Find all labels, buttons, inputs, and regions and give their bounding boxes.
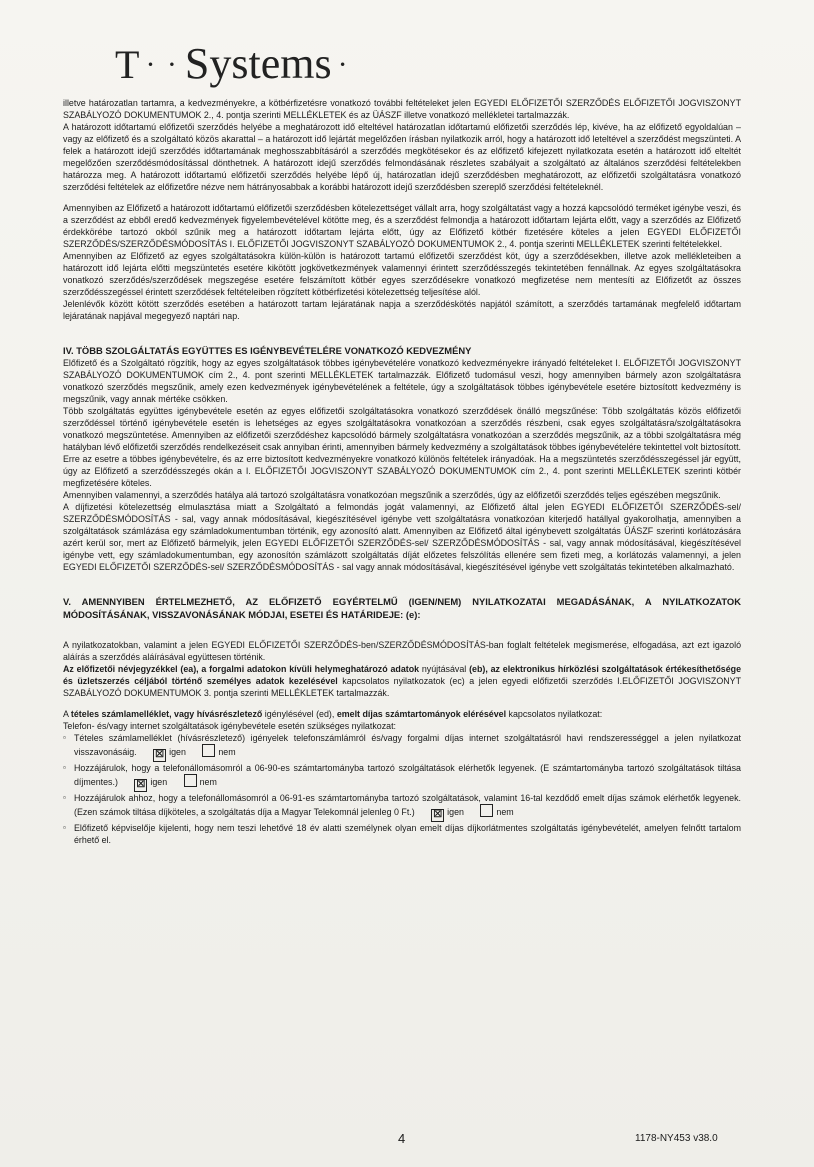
document-code: 1178-NY453 v38.0 [635,1133,718,1144]
intro-paragraph: Amennyiben az Előfizető az egyes szolgáltatásokra külön-külön is határozott tartamú előfizetői szerződést köt, úgy a szerződésekben, illetve azok mellékleteiben a határozott idő lejárta előtti megszüntetés esetére kikötött jogkövetkezmények valamennyi érintett szerződésszegés tekintetében fennállnak. Az egyes szolgáltatásokra vonatkozó szerződés/szerződések megszegése esetére felszámított kötbér egyes szerződésekre vonatkozó megfizetése nem mentesíti az Előfizetőt az összes szerződésszegéssel érintett szerződések feltételeiben rögzített kötbérfizetési kötelezettség teljesítése alól. [63,251,741,297]
section-paragraph: Több szolgáltatás együttes igénybevétele esetén az egyes előfizetői szolgáltatásokra vonatkozó szerződések önálló megszűnése: Több szolgáltatás közös előfizetői szerződéssel történő igénybevétele esetén is lehetséges az egyes szolgáltatásokra vonatkozóan a szerződés részbeni, csak egyes szolgáltatásra/szolgáltatásokra vonatkozó megszüntetése. Amennyiben az előfizetői szerződéshez kapcsolódó bármely szolgáltatásra vonatkozóan a szerződés megszűnik, az a többi szolgáltatásra még hatályban lévő előfizetői szerződés rendelkezéseit csak annyiban érinti, amennyiben bármely kedvezmény a szolgáltatások többes igénybevételére tekintettel volt biztosított. Erre az esetre a többes igénybevételre, és az erre biztosított kedvezményekre vonatkozó különös feltételek irányadóak. Ha a megszüntetés szerződésszegéssel jár együtt, úgy az Előfizető a szerződésszegés okán a I. ELŐFIZETŐI JOGVISZONYT SZABÁLYOZÓ DOKUMENTUMOK cím 2., 4. pont szerinti MELLÉKLETEK szerinti kötbér megfizetésére köteles. [63,406,741,488]
igen-checkbox[interactable]: ☒ [153,749,166,762]
list-item: ▫ Tételes számlamelléklet (hívásrészletező) igényelek telefonszámlámról és/vagy forgalmi díjas internet szolgáltatásról havi rendszerességgel a jelen nyilatkozat visszavonásáig. ☒ igen nem [63,733,741,760]
list-item: ▫ Előfizető képviselője kijelenti, hogy nem teszi lehetővé 18 év alatti személynek olyan emelt díjas díjkorlátmentes szolgáltatás igénybevételét, amelyen felnőtt tartalom érhető el. [63,823,741,845]
section-paragraph: A tételes számlamelléklet, vagy hívásrészletező igénylésével (ed), emelt díjas számtartományok elérésével kapcsolatos nyilatkozat: [63,709,603,719]
section-paragraph: Az előfizetői névjegyzékkel (ea), a forgalmi adatokon kívüli helymeghatározó adatok nyújtásával (eb), az elektronikus hírközlési szolgáltatások értékesíthetősége és üzletszerzés céljából történő személyes adatok kezelésével kapcsolatos nyilatkozatok (ec) a jelen egyedi előfizetői szerződés I.ELŐFIZETŐI JOGVISZONYT SZABÁLYOZÓ DOKUMENTUMOK 3. pontja szerinti MELLÉKLETEK tartalmazzák. [63,664,742,698]
page-number: 4 [398,1131,406,1146]
document-body [63,97,741,846]
bullet-icon: ▫ [63,733,66,742]
bullet-icon: ▫ [63,793,66,802]
intro-paragraph: Jelenlévők között kötött szerződés esetében a határozott tartam lejáratának napja a szerződéskötés napjától számított, a szerződés tartamának megfelelő időtartam lejáratának napjával megegyező naptári nap. [63,299,741,321]
section-paragraph: A nyilatkozatokban, valamint a jelen EGYEDI ELŐFIZETŐI SZERZŐDÉS-ben/SZERZŐDÉSMÓDOSÍTÁS-ban foglalt feltételek megismerése, elfogadása, azt ezt igazoló aláírás a szerződés aláírásával együttesen történik. [63,640,741,662]
nem-checkbox[interactable] [202,744,215,757]
section-heading: V. AMENNYIBEN ÉRTELMEZHETŐ, AZ ELŐFIZETŐ EGYÉRTELMŰ (IGEN/NEM) NYILATKOZATAI MEGADÁSÁNAK, A NYILATKOZATOK MÓDOSÍTÁSÁNAK, VISSZAVONÁSÁNAK MÓDJAI, ESETEI ÉS HATÁRIDEJE: (e): [63,596,741,620]
section-paragraph: A díjfizetési kötelezettség elmulasztása miatt a Szolgáltató a felmondás jogát valamennyi, az Előfizető által jelen EGYEDI ELŐFIZETŐI SZERZŐDÉS-sel/ SZERZŐDÉSMÓDOSÍTÁS - sal, vagy annak módosításával, kiegészítésével igénybe vett szolgáltatásra vonatkozóan kiterjedő hatállyal gyakorolhatja, amennyiben a szolgáltatások számlázása egy számladokumentumban történik, egy azonosító alatt. Amennyiben az Előfizető által igénybevett szolgáltatás ÜÁSZF szerinti korlátozására azért kerül sor, mert az Előfizető bármelyik, jelen EGYEDI ELŐFIZETŐI SZERZŐDÉS-sel/ SZERZŐDÉSMÓDOSÍTÁS - sal, vagy annak módosításával, kiegészítésével igénybe vett, egy számladokumentumban, egy azonosítón számlázott szolgáltatás díját előzetes felszólítás ellenére sem fizeti meg, a korlátozás valamennyi, a jelen EGYEDI ELŐFIZETŐI SZERZŐDÉS-sel/ SZERZŐDÉSMÓDOSÍTÁS - sal vagy annak módosításával, kiegészítésével igénybe vett szolgáltatás tekintetében alkalmazható. [63,502,741,572]
t-mark-icon: T [115,42,140,87]
section-paragraph: Amennyiben valamennyi, a szerződés hatálya alá tartozó szolgáltatásra vonatkozóan megszűnik a szerződés, úgy az előfizetői szerződés teljes egészében megszűnik. [63,490,721,500]
bullet-icon: ▫ [63,823,66,832]
logo-trailing-dot: · [337,48,350,81]
logo-brand-text: Systems [184,39,332,88]
nem-checkbox[interactable] [184,774,197,787]
section-paragraph: Telefon- és/vagy internet szolgáltatások igénybevétele esetén szükséges nyilatkozat: [63,721,397,731]
section-heading: IV. TÖBB SZOLGÁLTATÁS EGYÜTTES ES IGÉNYBEVÉTELÉRE VONATKOZÓ KEDVEZMÉNY [63,345,472,356]
t-systems-logo [115,38,350,89]
list-item: ▫ Hozzájárulok ahhoz, hogy a telefonállomásomról a 06-91-es számtartományba tartozó szolgáltatások, valamint 16-tal kezdődő emelt díjas számok elérhetők legyenek. (Ezen számok tiltása díjköteles, a szolgáltatás díja a Magyar Telekomnál jelenleg 0 Ft.) ☒ igen nem [63,793,741,820]
nem-checkbox[interactable] [480,804,493,817]
list-item: ▫ Hozzájárulok, hogy a telefonállomásomról a 06-90-es számtartományba tartozó szolgáltatások elérhetők legyenek. (E számtartományba tartozó szolgáltatások tiltása díjmentes.) ☒ igen nem [63,763,741,790]
intro-paragraph: A határozott időtartamú előfizetői szerződés helyébe a meghatározott idő elteltével határozatlan időtartamú előfizetői szerződés lép, kivéve, ha az előfizető egyoldalúan – vagy az előfizető és a szolgáltató közös akarattal – a határozott idő lejártát megelőzően írásban nyilatkozik arról, hogy a határozott idő leteltével a szerződést megszünteti. A felek a határozott idejű szerződés időtartamának meghosszabbításáról a szerződés megkötésekor és az előfizető kifejezett nyilatkozata esetén a határozott idő elteltét megelőzően szerződésmódosítással dönthetnek. A határozott idejű szerződés felmondásának részletes szabályait a szolgáltató az általános szerződési feltételekben határozza meg. A határozott időtartamú előfizetői szerződés helyébe lépő új, határozatlan idejű szerződésben meghatározott, az előfizetői szolgáltatásra vonatkozó szerződési feltételek az előfizetőre nézve nem hátrányosabbak a korábbi határozott idejű szerződésben szereplő szerződési feltételeknél. [63,122,741,192]
intro-paragraph: illetve határozatlan tartamra, a kedvezményekre, a kötbérfizetésre vonatkozó további feltételeket jelen EGYEDI ELŐFIZETŐI SZERZŐDÉS ELŐFIZETŐI JOGVISZONYT SZABÁLYOZÓ DOKUMENTUMOK 2., 4. pontja szerinti MELLÉKLETEK és az ÜÁSZF illetve vonatkozó mellékletei tartalmazzák. [63,98,741,120]
section-paragraph: Előfizető és a Szolgáltató rögzítik, hogy az egyes szolgáltatások többes igénybevételére vonatkozó kedvezményekre irányadó feltételeket I. ELŐFIZETŐI JOGVISZONYT SZABÁLYOZÓ DOKUMENTUMOK cím 2., 4. pont szerinti MELLÉKLETEK tartalmazzák. Előfizető tudomásul veszi, hogy amennyiben bármely azon szolgáltatásra vonatkozó szerződés megszűnik, amely ezen kedvezmények igénybevételének a feltétele, úgy a szolgáltatások többes igénybevétele esetére biztosított kedvezmény is megszűnik, vagy annak mértéke csökken. [63,358,741,404]
intro-paragraph: Amennyiben az Előfizető a határozott időtartamú előfizetői szerződésben kötelezettséget vállalt arra, hogy szolgáltatást vagy a hozzá kapcsolódó terméket igénybe veszi, és a szerződést az ebből eredő kedvezmények figyelembevételével kötötte meg, és a szerződést felmondja a határozott időtartam lejárta előtt, vagy a szerződés az Előfizető érdekkörébe tartozó okból szűnik meg a határozott időtartam lejárta előtt, úgy az Előfizető kötbér fizetésére köteles a jelen EGYEDI ELŐFIZETŐI SZERZŐDÉS/SZERZŐDÉSMÓDOSÍTÁS I. ELŐFIZETŐI JOGVISZONYT SZABÁLYOZÓ DOKUMENTUMOK 2., 4. pontja szerinti MELLÉKLETEK szerinti feltételekkel. [63,203,741,249]
igen-checkbox[interactable]: ☒ [134,779,147,792]
igen-checkbox[interactable]: ☒ [431,809,444,822]
logo-dots: · · [145,48,179,81]
bullet-icon: ▫ [63,763,66,772]
